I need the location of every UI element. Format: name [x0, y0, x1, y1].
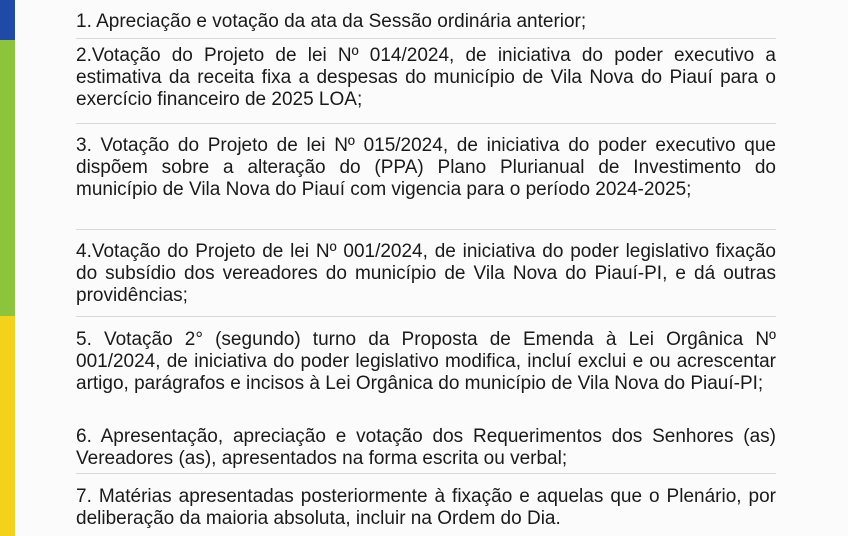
agenda-item-2: 2.Votação do Projeto de lei Nº 014/2024, de iniciativa do poder executivo a estimativa da receita fixa a despesas do município de Vila Nova do Piauí para o exercício financeiro de 2025 LOA; [76, 45, 776, 110]
agenda-item-1: 1. Apreciação e votação da ata da Sessão ordinária anterior; [76, 11, 587, 32]
agenda-item-6: 6. Apresentação, apreciação e votação dos Requerimentos dos Senhores (as) Vereadores (as), apresentados na forma escrita ou verbal; [76, 426, 776, 469]
agenda-item-4: 4.Votação do Projeto de lei Nº 001/2024, de iniciativa do poder legislativo fixação do subsídio dos vereadores do município de Vila Nova do Piauí-PI, e dá outras providências; [76, 241, 776, 306]
agenda-item-3: 3. Votação do Projeto de lei Nº 015/2024, de iniciativa do poder executivo que dispõem sobre a alteração do (PPA) Plano Plurianual de Investimento do município de Vila Nova do Piauí com vigencia para o período 2024-2025; [76, 135, 776, 200]
agenda-item-5: 5. Votação 2° (segundo) turno da Proposta de Emenda à Lei Orgânica Nº 001/2024, de iniciativa do poder legislativo modifica, incluí exclui e ou acrescentar artigo, parágrafos e incisos à Lei Orgânica do município de Vila Nova do Piauí-PI; [76, 329, 776, 394]
agenda-item-7: 7. Matérias apresentadas posteriormente à fixação e aquelas que o Plenário, por deliberação da maioria absoluta, incluir na Ordem do Dia. [76, 486, 776, 529]
